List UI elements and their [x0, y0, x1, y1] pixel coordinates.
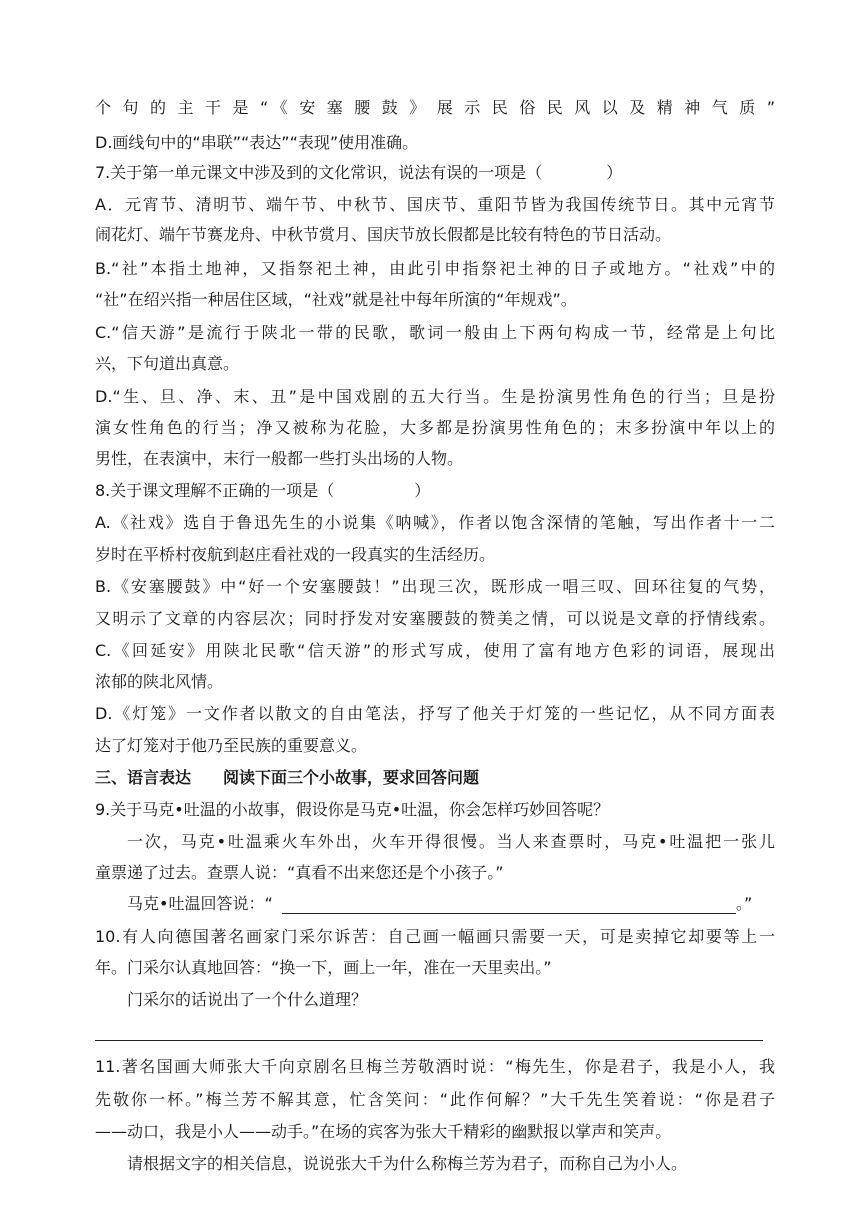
- q7-option-b: B.“社”本指土地神，又指祭祀土神，由此引申指祭祀土神的日子或地方。“社戏”中的: [95, 259, 775, 278]
- text-line: 兴，下句道出真意。: [95, 354, 240, 373]
- text-line: 达了灯笼对于他乃至民族的重要意义。: [95, 736, 368, 755]
- option-d-q6: D.画线句中的“串联”“表达”“表现”使用准确。: [95, 133, 419, 152]
- q8-option-d: D.《灯笼》一文作者以散文的自由笔法，抒写了他关于灯笼的一些记忆，从不同方面表: [95, 704, 775, 723]
- text-line: 年。门采尔认真地回答：“换一下，画上一年，准在一天里卖出。”: [95, 958, 552, 977]
- q8-option-a: A.《社戏》选自于鲁迅先生的小说集《呐喊》，作者以饱含深情的笔触，写出作者十一二: [95, 513, 775, 532]
- text-line: 个句的主干是“《安塞腰鼓》展示民俗民风以及精神气质”: [95, 98, 775, 117]
- q7-option-c: C.“信天游”是流行于陕北一带的民歌，歌词一般由上下两句构成一节，经常是上句比: [95, 323, 775, 342]
- question-11-prompt: 请根据文字的相关信息，说说张大千为什么称梅兰芳为君子，而称自己为小人。: [127, 1154, 688, 1173]
- question-10-prompt: 门采尔的话说出了一个什么道理？: [127, 990, 368, 1009]
- text-line: 浓郁的陕北风情。: [95, 672, 224, 691]
- text-line: 男性，在表演中，末行一般都一些打头出场的人物。: [95, 449, 464, 468]
- answer-line[interactable]: [95, 1040, 763, 1041]
- answer-blank[interactable]: [282, 913, 736, 914]
- story-text: 童票递了过去。查票人说：“真看不出来您还是个小孩子。”: [95, 863, 504, 882]
- answer-suffix: 。”: [736, 894, 753, 913]
- q8-option-c: C.《回延安》用陕北民歌“信天游”的形式写成，使用了富有地方色彩的词语，展现出: [95, 641, 775, 660]
- text-line: 岁时在平桥村夜航到赵庄看社戏的一段真实的生活经历。: [95, 545, 496, 564]
- story-text: 一次，马克•吐温乘火车外出，火车开得很慢。当人来查票时，马克•吐温把一张儿: [127, 832, 775, 851]
- text-line: 演女性角色的行当；净又被称为花脸，大多都是扮演男性角色的；末多扮演中年以上的: [95, 418, 775, 437]
- text-line: 又明示了文章的内容层次；同时抒发对安塞腰鼓的赞美之情，可以说是文章的抒情线索。: [95, 609, 775, 628]
- question-7: 7.关于第一单元课文中涉及到的文化常识，说法有误的一项是（ ）: [95, 163, 623, 182]
- section-heading: 三、语言表达 阅读下面三个小故事，要求回答问题: [95, 768, 480, 787]
- answer-prefix: 马克•吐温回答说：“: [127, 894, 273, 913]
- question-9: 9.关于马克•吐温的小故事，假设你是马克•吐温，你会怎样巧妙回答呢？: [95, 800, 610, 819]
- q8-option-b: B.《安塞腰鼓》中“好一个安塞腰鼓！”出现三次，既形成一唱三叹、回环往复的气势，: [95, 577, 775, 596]
- text-line: 闹花灯、端午节赛龙舟、中秋节赏月、国庆节放长假都是比较有特色的节日活动。: [95, 225, 672, 244]
- text-line: ——动口，我是小人——动手。”在场的宾客为张大千精彩的幽默报以掌声和笑声。: [95, 1122, 672, 1141]
- text-line: “社”在绍兴指一种居住区域，“社戏”就是社中每年所演的“年规戏”。: [95, 290, 577, 309]
- question-8: 8.关于课文理解不正确的一项是（ ）: [95, 481, 431, 500]
- question-10: 10.有人向德国著名画家门采尔诉苦：自己画一幅画只需要一天，可是卖掉它却要等上一: [95, 927, 775, 946]
- text-line: 先敬你一杯。”梅兰芳不解其意，忙含笑问：“此作何解？”大千先生笑着说：“你是君子: [95, 1090, 775, 1109]
- q7-option-d: D.“生、旦、净、末、丑”是中国戏剧的五大行当。生是扮演男性角色的行当；旦是扮: [95, 387, 775, 406]
- q7-option-a: A．元宵节、清明节、端午节、中秋节、国庆节、重阳节皆为我国传统节日。其中元宵节: [95, 195, 775, 214]
- question-11: 11.著名国画大师张大千向京剧名旦梅兰芳敬酒时说：“梅先生，你是君子，我是小人，我: [95, 1057, 775, 1076]
